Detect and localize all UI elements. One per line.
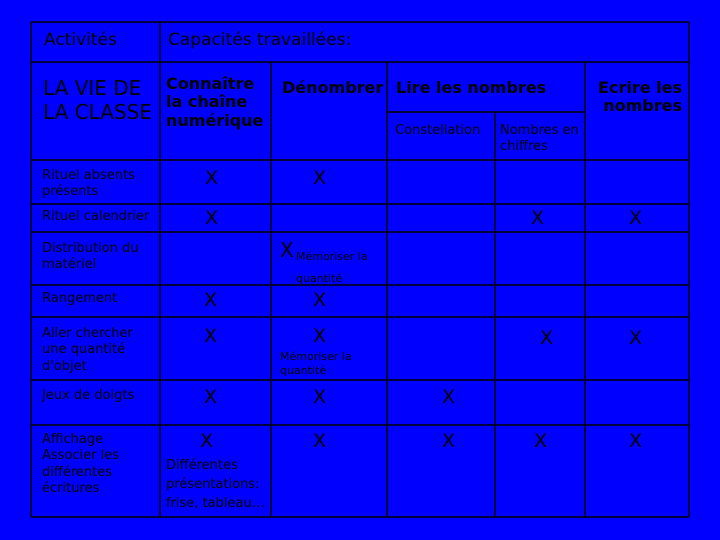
- col-header-lire: Lire les nombres: [396, 78, 547, 97]
- mark-constellation: X: [442, 430, 456, 452]
- mark-denombrer: X: [313, 167, 327, 189]
- mark-ecrire: X: [629, 327, 643, 349]
- row-activity: Affichage Associer les différentes écritures: [42, 432, 120, 496]
- mark-connaitre: X: [204, 289, 218, 311]
- row-activity: Rangement: [42, 291, 118, 306]
- col-header-constellation: Constellation: [395, 123, 481, 138]
- mark-chiffres: X: [534, 430, 548, 452]
- mark-chiffres: X: [531, 207, 545, 229]
- header-activites: Activités: [44, 30, 117, 50]
- mark-connaitre: X: [204, 386, 218, 408]
- mark-denombrer: X: [313, 386, 327, 408]
- mark-denombrer: X: [313, 289, 327, 311]
- col-header-ecrire: Ecrire les nombres: [598, 78, 682, 116]
- note-memoriser-quantite: Mémoriser la quantité: [280, 350, 352, 378]
- row-activity: Rituel absents présents: [42, 168, 135, 200]
- row-activity: Jeux de doigts: [42, 388, 135, 403]
- mark-ecrire: X: [629, 430, 643, 452]
- header-capacites: Capacités travaillées:: [168, 30, 352, 50]
- note-differentes-presentations: Différentes présentations: frise, tableau…: [166, 458, 265, 511]
- mark-connaitre: X: [205, 207, 219, 229]
- row-activity: Rituel calendrier: [42, 209, 150, 224]
- row-activity: Aller chercher une quantité d'objet: [42, 326, 133, 374]
- mark-denombrer: X: [280, 238, 294, 262]
- mark-denombrer: X: [313, 430, 327, 452]
- row-activity: Distribution du matériel: [42, 241, 139, 273]
- col-header-nombres-chiffres: Nombres en chiffres: [500, 123, 579, 155]
- mark-denombrer: X: [313, 325, 327, 347]
- section-title-vie-classe: LA VIE DE LA CLASSE: [43, 76, 152, 124]
- mark-ecrire: X: [629, 207, 643, 229]
- mark-connaitre: X: [205, 167, 219, 189]
- mark-chiffres: X: [540, 327, 554, 349]
- mark-constellation: X: [442, 386, 456, 408]
- note-memoriser-quantite: Mémoriser la quantité: [296, 250, 368, 285]
- mark-connaitre: X: [200, 430, 214, 452]
- col-header-denombrer: Dénombrer: [282, 78, 384, 97]
- col-header-connaitre: Connaître la chaîne numérique: [166, 74, 264, 130]
- mark-connaitre: X: [204, 325, 218, 347]
